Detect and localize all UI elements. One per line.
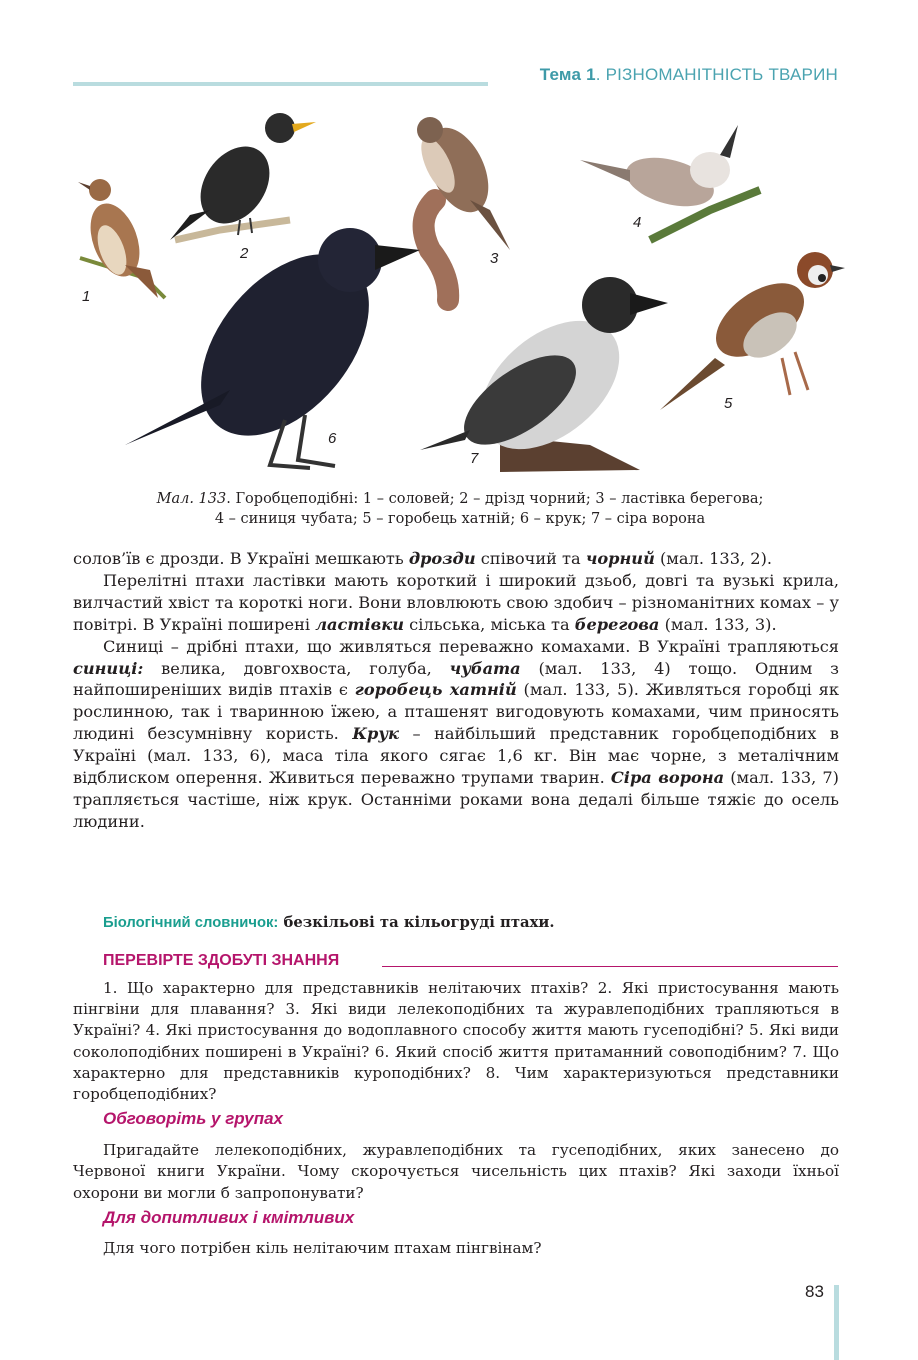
glossary-label: Біологічний словничок: (103, 915, 279, 931)
figure-label-4: 4 (633, 214, 642, 231)
figure-label-3: 3 (490, 250, 499, 267)
raven-image (125, 223, 420, 468)
hooded-crow-image (420, 277, 668, 475)
chapter-header (540, 65, 838, 85)
discuss-text: Пригадайте лелекоподібних, журавлеподібних та гусеподібних, яких занесено до Червоної книги України. Чому скорочується чисельність цих птахів? Які заходи їхньої охорони ви могли б запропонувати? (73, 1141, 839, 1202)
chapter-number: Тема 1 (539, 65, 596, 84)
curious-text: Для чого потрібен кіль нелітаючим птахам пінгвінам? (103, 1239, 542, 1257)
check-knowledge-title: ПЕРЕВІРТЕ ЗДОБУТІ ЗНАННЯ (103, 952, 340, 969)
figure-caption (70, 489, 850, 529)
page-side-bar (834, 1285, 839, 1360)
figure-label-2: 2 (240, 245, 249, 262)
check-knowledge-questions: 1. Що характерно для представників нелітаючих птахів? 2. Які пристосування мають пінгвіни для плавання? 3. Які види лелекоподібних та журавлеподібних трапляються в Україні? 4. Які пристосування до водоплавного способу життя мають гусеподібні? 5. Які види соколоподібних поширені в Україні? 6. Який спосіб життя притаманний совоподібним? 7. Що характерно для представників куроподібних? 8. Чим характеризуються представники горобцеподібних? (73, 979, 839, 1104)
page-number: 83 (805, 1282, 824, 1301)
birds-illustration (70, 100, 850, 480)
figure-label-6: 6 (328, 430, 337, 447)
crested-tit-image (580, 125, 760, 240)
body-text (73, 548, 839, 833)
check-knowledge-rule (382, 966, 838, 967)
figure-label-5: 5 (724, 395, 733, 412)
glossary-line (103, 914, 555, 931)
caption-line-1: . Горобцеподібні: 1 – соловей; 2 – дрізд чорний; 3 – ластівка берегова; (226, 491, 764, 507)
caption-line-2: 4 – синиця чубата; 5 – горобець хатній; 6 – крук; 7 – сіра ворона (214, 511, 706, 527)
birds-figure (70, 100, 850, 480)
sand-martin-image (414, 117, 510, 300)
caption-lead: Мал. 133 (156, 491, 227, 507)
paragraph-thrushes: солов’їв є дрозди. В Україні мешкають дрозди співочий та чорний (мал. 133, 2). (73, 549, 773, 568)
blackbird-image (170, 113, 316, 240)
paragraph-tits-sparrows-crows: Синиці – дрібні птахи, що живляться переважно комахами. В Україні трапляються синиці: велика, довгохвоста, голуба, чубата (мал. 133, 4) тощо. Одним з найпоширеніших видів птахів є горобець хатній (мал. 133, 5). Живляться горобці як рослинною, так і тваринною їжею, а пташенят вигодовують комахами, чим приносять людині безсумнівну користь. Крук – найбільший представник горобцеподібних в Україні (мал. 133, 6), маса тіла якого сягає 1,6 кг. Він має чорне, з металічним відблиском оперення. Живиться переважно трупами тварин. Сіра ворона (мал. 133, 7) трапляється частіше, ніж крук. Останніми роками вона дедалі більше тяжіє до осель людини. (73, 636, 839, 831)
paragraph-swallows: Перелітні птахи ластівки мають короткий і широкий дзьоб, довгі та вузькі крила, вилчастий хвіст та короткі ноги. Вони вловлюють свою здобич – різноманітних комах – у повітрі. В Україні поширені ластівки сільська, міська та берегова (мал. 133, 3). (73, 570, 839, 634)
figure-label-1: 1 (82, 288, 91, 305)
nightingale-image (78, 179, 165, 298)
figure-label-7: 7 (470, 450, 479, 467)
glossary-value: безкільові та кільогруді птахи. (278, 914, 555, 931)
chapter-title: . РІЗНОМАНІТНІСТЬ ТВАРИН (595, 65, 838, 84)
curious-title: Для допитливих і кмітливих (103, 1208, 355, 1227)
header-rule (73, 82, 488, 86)
discuss-title: Обговоріть у групах (103, 1109, 283, 1128)
tree-sparrow-image (660, 252, 845, 410)
